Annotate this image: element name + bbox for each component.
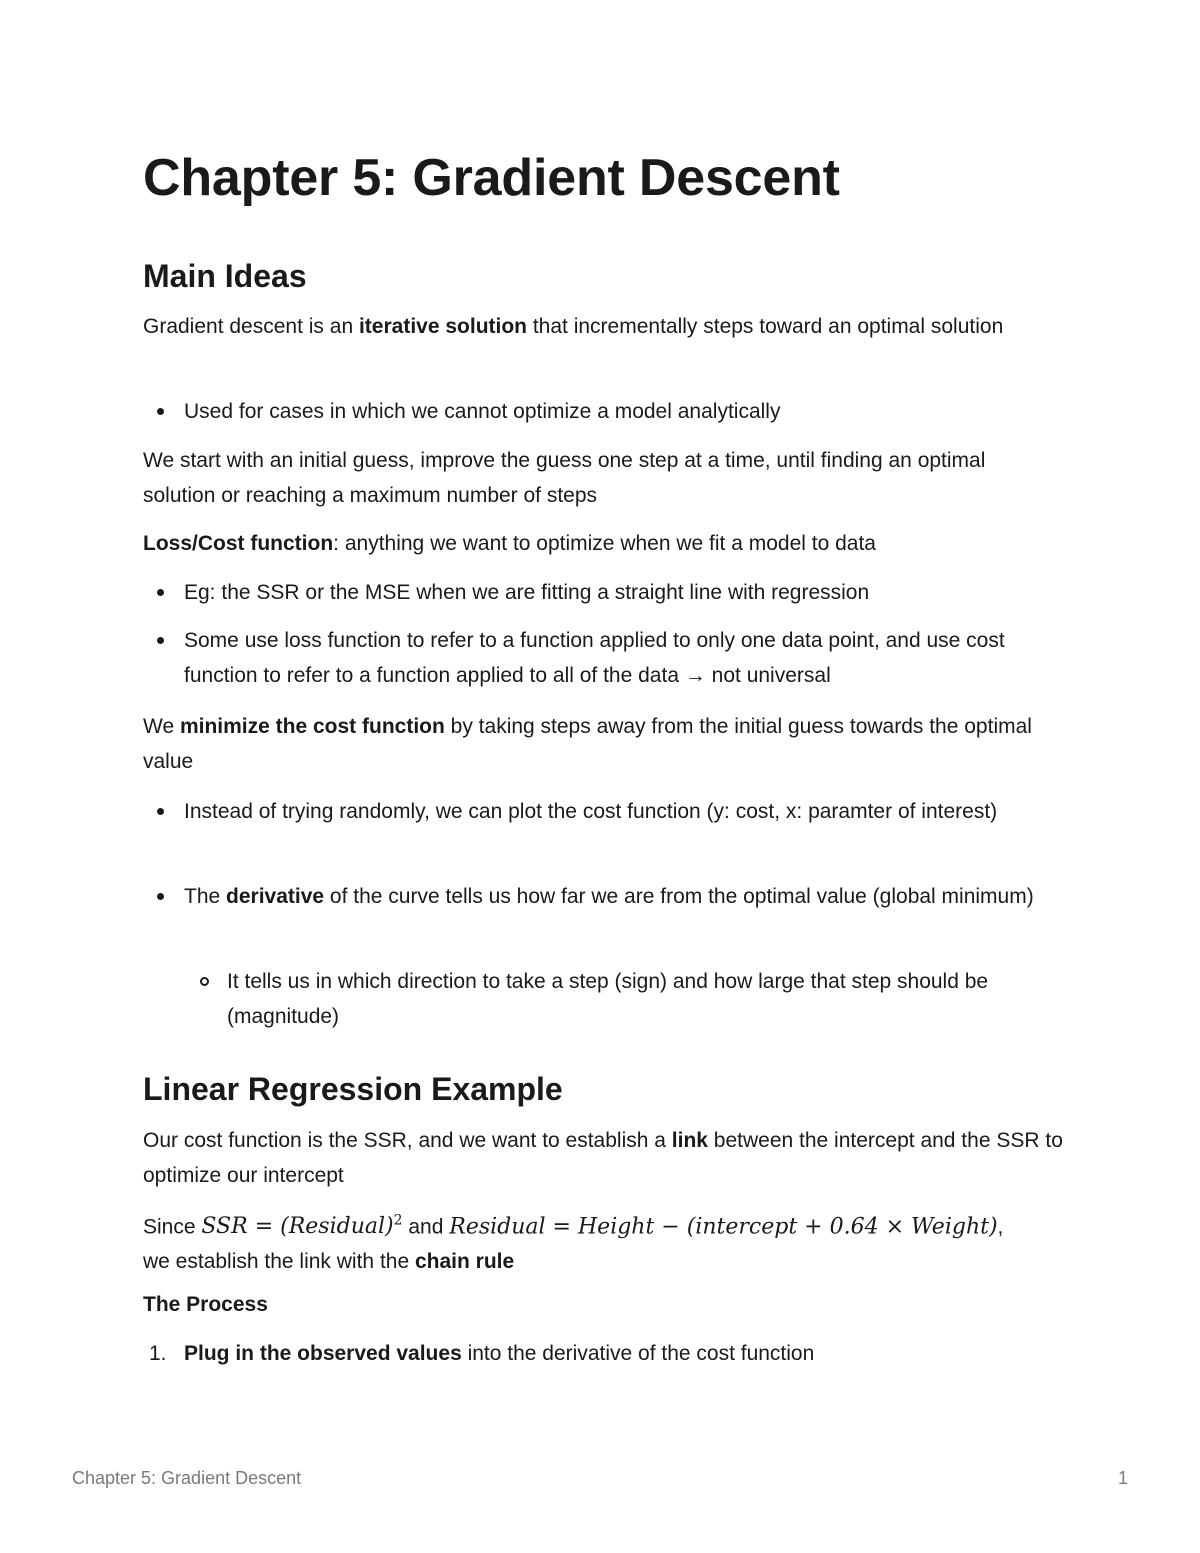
subheading-process: The Process — [143, 1293, 268, 1316]
paragraph-minimize: We minimize the cost function by taking steps away from the initial guess towards the optimal value — [143, 715, 1032, 773]
section-heading-main-ideas: Main Ideas — [143, 258, 307, 294]
list-number: 1. — [149, 1342, 167, 1365]
paragraph-loss-function: Loss/Cost function: anything we want to optimize when we fit a model to data — [143, 532, 876, 555]
paragraph-chain-rule: Since SSR = (Residual)$^2$ and Residual = Height − (intercept + 0.64 × Weight), we establish the link with the chain rule — [143, 1213, 1004, 1274]
paragraph-cost-link: Our cost function is the SSR, and we want to establish a link between the intercept and the SSR to optimize our intercept — [143, 1129, 1063, 1187]
bullet-dot-icon — [157, 808, 164, 815]
paragraph-iterative: Gradient descent is an iterative solution that incrementally steps toward an optimal solution — [143, 315, 1004, 338]
bullet-dot-icon — [157, 637, 164, 644]
section-heading-linear-regression: Linear Regression Example — [143, 1071, 563, 1107]
bullet-dot-icon — [157, 408, 164, 415]
paragraph-initial-guess: We start with an initial guess, improve the guess one step at a time, until finding an optimal solution or reaching a maximum number of steps — [143, 449, 986, 507]
footer-page-number: 1 — [1118, 1468, 1129, 1488]
bullet-circle-icon — [200, 977, 209, 986]
bullet-dot-icon — [157, 893, 164, 900]
bullet-dot-icon — [157, 589, 164, 596]
footer-title: Chapter 5: Gradient Descent — [72, 1468, 302, 1488]
page-title: Chapter 5: Gradient Descent — [143, 149, 840, 207]
math-residual: Residual = Height − (intercept + 0.64 × Weight) — [449, 1214, 998, 1240]
math-ssr: SSR = (Residual)$^2$ — [201, 1213, 403, 1240]
document-page: Chapter 5: Gradient Descent Main Ideas Gradient descent is an iterative solution that incrementally steps toward an optimal solution Used for cases in which we cannot optimize a model analytically We start with an initial guess, improve the guess one step at a time, until finding an optimal solution or reaching a maximum number of steps Loss/Cost function: anything we want to optimize when we fit a model to data Eg: the SSR or the MSE when we are fitting a straight line with regression Some use loss function to refer to a function applied to only one data point, and use cost function to refer to a function applied to all of the data → not universal We minimize the cost function by taking steps away from the initial guess towards the optimal value Instead of trying randomly, we can plot the cost function (y: cost, x: paramter of interest) The derivative of the curve tells us how far we are from the optimal value (global minimum) It tells us in which direction to take a step (sign) and how large that step should be (magnitude) Linear Regression Example Our cost function is the SSR, and we want to establish a link between the intercept and the SSR to optimize our intercept Since SSR = (Residual)$^2$ and Residual = Height − (intercept + 0.64 × Weight), we establish the link with the chain rule The Process 1. Plug in the observed values into the derivative of the cost function Chapter 5: Gradient Descent 1 — [0, 0, 1200, 1553]
